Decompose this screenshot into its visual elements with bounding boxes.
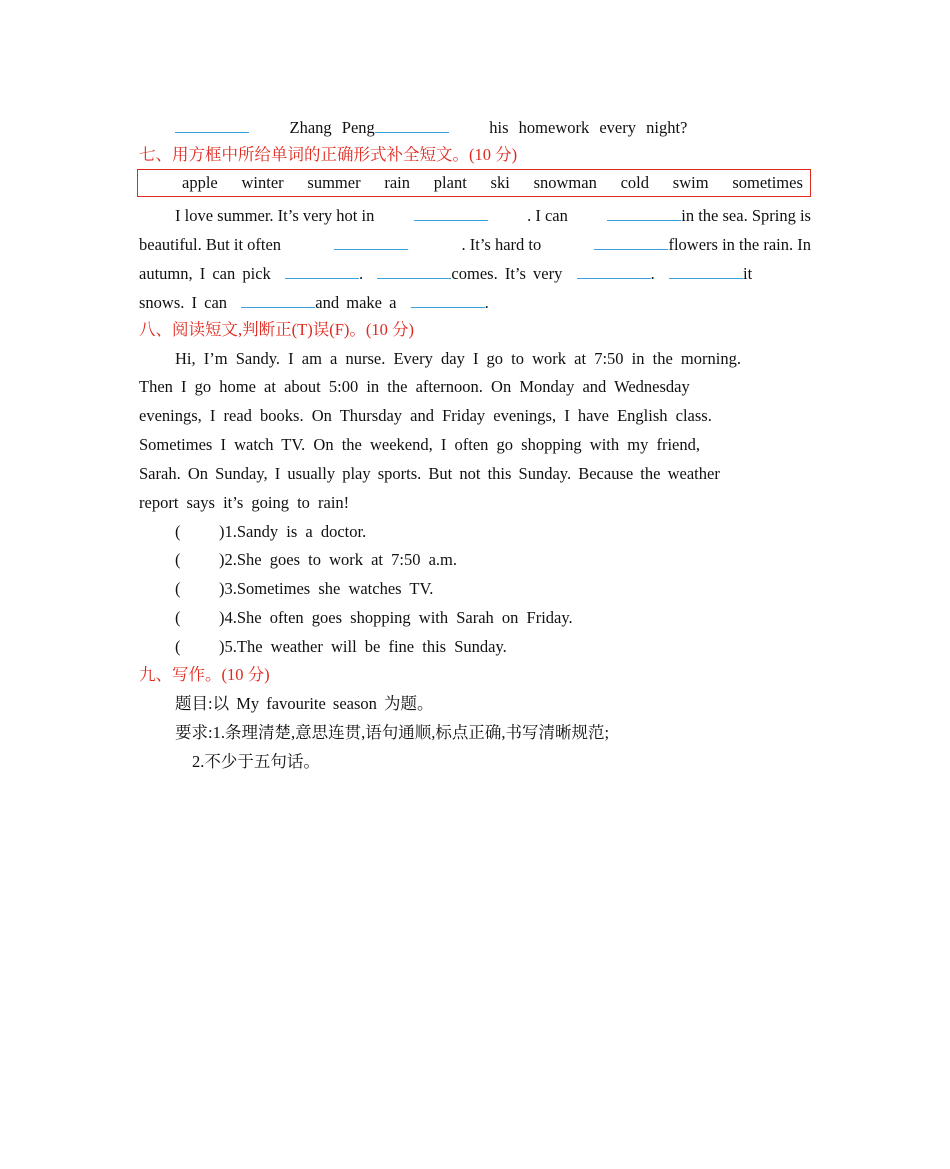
tf-item-2 [175,548,457,572]
answer-blank[interactable] [594,231,668,250]
word-bank-item: rain [384,173,411,192]
writing-requirement-2: 2.不少于五句话。 [192,752,320,771]
q7-text: in the sea. Spring is [681,206,811,225]
tf-item-4 [175,606,573,630]
q6-rest: his homework every night? [489,118,688,137]
q7-text: it [742,264,753,283]
q7-text: . I can [527,206,568,225]
answer-paren[interactable]: ( [175,608,181,627]
q7-text: autumn, I can pick [139,264,271,283]
word-bank-item: ski [490,173,510,192]
q8-passage-line-2: Then I go home at about 5:00 in the afternoon. On Monday and Wednesday [139,377,690,396]
q7-text: . [650,264,655,283]
q6-name: Zhang Peng [289,118,375,137]
answer-blank[interactable] [241,289,315,308]
tf-item-text: )4.She often goes shopping with Sarah on Friday. [219,608,573,627]
q8-passage-line-3: evenings, I read books. On Thursday and Friday evenings, I have English class. [139,406,712,425]
q7-text: beautiful. But it often [139,235,282,254]
q7-passage-line-3 [139,260,779,284]
q7-text: comes. It’s very [451,264,563,283]
writing-requirement-1: 要求:1.条理清楚,意思连贯,语句通顺,标点正确,书写清晰规范; [175,723,610,742]
answer-blank[interactable] [607,202,681,221]
word-bank-item: cold [620,173,650,192]
tf-item-3 [175,577,433,601]
answer-paren[interactable]: ( [175,550,181,569]
tf-item-text: )2.She goes to work at 7:50 a.m. [219,550,458,569]
answer-blank[interactable] [285,260,359,279]
q7-passage-line-2 [139,231,811,255]
tf-item-text: )5.The weather will be fine this Sunday. [219,637,507,656]
answer-paren[interactable]: ( [175,579,181,598]
word-bank-item: sometimes [732,173,803,192]
answer-blank[interactable] [334,231,408,250]
answer-paren[interactable]: ( [175,522,181,541]
word-bank-item: apple [182,173,218,192]
word-bank-item: snowman [533,173,597,192]
word-bank-item: plant [433,173,467,192]
q8-passage-line-1: Hi, I’m Sandy. I am a nurse. Every day I go to work at 7:50 in the morning. [175,349,741,368]
word-bank-item: summer [307,173,361,192]
answer-blank[interactable] [414,202,488,221]
q7-passage-line-4 [139,289,811,313]
writing-title: 题目:以 My favourite season 为题。 [175,694,434,713]
q7-text: . [484,293,489,312]
answer-blank[interactable] [411,289,485,308]
q7-text: . [359,264,364,283]
answer-blank[interactable] [577,260,651,279]
q7-text: flowers in the rain. In [668,235,811,254]
word-bank-item: winter [241,173,284,192]
q7-text: and make a [315,293,397,312]
tf-item-1 [175,520,366,544]
answer-blank[interactable] [377,260,451,279]
q7-passage-line-1 [175,202,811,226]
q7-text: I love summer. It’s very hot in [175,206,375,225]
answer-blank[interactable] [175,114,249,133]
q8-passage-line-5: Sarah. On Sunday, I usually play sports. But not this Sunday. Because the weather [139,464,720,483]
q8-passage-line-6: report says it’s going to rain! [139,493,350,512]
q6-last-line [175,114,811,138]
q8-passage-line-4: Sometimes I watch TV. On the weekend, I often go shopping with my friend, [139,435,700,454]
section-7-heading: 七、用方框中所给单词的正确形式补全短文。(10 分) [139,145,518,164]
section-9-heading: 九、写作。(10 分) [139,665,270,684]
answer-paren[interactable]: ( [175,637,181,656]
section-8-heading: 八、阅读短文,判断正(T)误(F)。(10 分) [139,320,414,339]
tf-item-text: )3.Sometimes she watches TV. [219,579,434,598]
answer-blank[interactable] [669,260,743,279]
word-bank-item: swim [672,173,709,192]
q7-text: . It’s hard to [461,235,542,254]
tf-item-5 [175,635,507,659]
word-bank-box [137,169,811,197]
answer-blank[interactable] [375,114,449,133]
tf-item-text: )1.Sandy is a doctor. [219,522,367,541]
q7-text: snows. I can [139,293,228,312]
